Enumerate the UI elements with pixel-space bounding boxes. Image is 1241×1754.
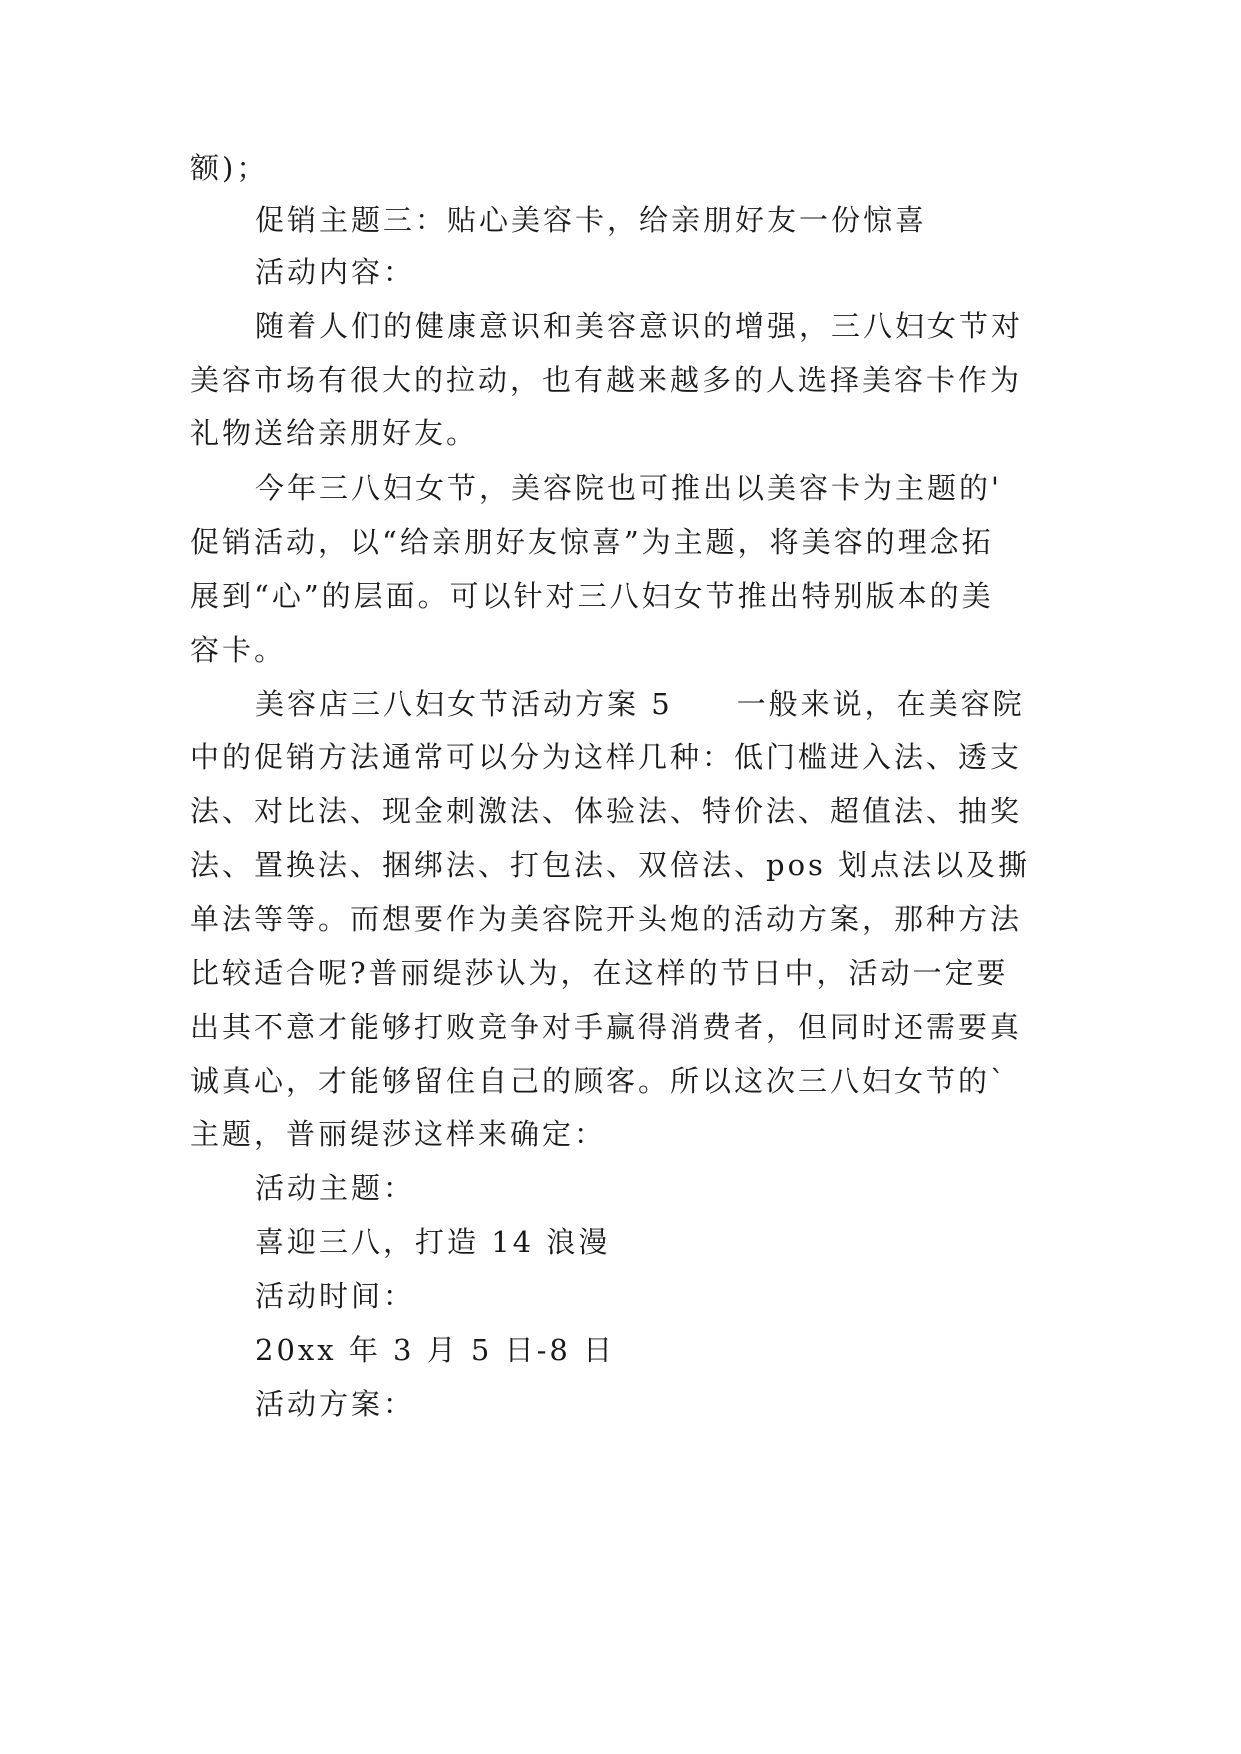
activity-time-label: 活动时间： (255, 1279, 416, 1313)
paragraph-line: 法、对比法、现金刺激法、体验法、特价法、超值法、抽奖 (190, 794, 1023, 828)
paragraph-line: 容卡。 (190, 633, 287, 667)
paragraph-line: 诚真心，才能够留住自己的顾客。所以这次三八妇女节的` (190, 1064, 1008, 1098)
paragraph-line: 比较适合呢?普丽缇莎认为，在这样的节日中，活动一定要 (190, 956, 1009, 990)
activity-theme-value: 喜迎三八，打造 14 浪漫 (255, 1225, 611, 1259)
paragraph-line: 主题，普丽缇莎这样来确定： (190, 1117, 607, 1151)
paragraph-line: 单法等等。而想要作为美容院开头炮的活动方案，那种方法 (190, 902, 1023, 936)
paragraph-line: 礼物送给亲朋好友。 (190, 416, 479, 450)
paragraph-line: 中的促销方法通常可以分为这样几种：低门槛进入法、透支 (190, 740, 1023, 774)
activity-theme-label: 活动主题： (255, 1171, 416, 1205)
activity-plan-label: 活动方案： (255, 1387, 416, 1421)
section-title-line: 美容店三八妇女节活动方案 5 一般来说，在美容院 (255, 687, 1025, 721)
paragraph-line: 今年三八妇女节，美容院也可推出以美容卡为主题的' (255, 471, 1002, 505)
paragraph-line: 美容市场有很大的拉动，也有越来越多的人选择美容卡作为 (190, 363, 1023, 397)
paragraph-line: 随着人们的健康意识和美容意识的增强，三八妇女节对 (255, 309, 1024, 343)
paragraph-line: 法、置换法、捆绑法、打包法、双倍法、pos 划点法以及撕 (190, 848, 1031, 882)
activity-content-label: 活动内容： (255, 255, 416, 289)
paragraph-line: 展到“心”的层面。可以针对三八妇女节推出特别版本的美 (190, 579, 994, 613)
promo-theme-heading: 促销主题三：贴心美容卡，给亲朋好友一份惊喜 (255, 203, 928, 237)
paragraph-line: 出其不意才能够打败竞争对手赢得消费者，但同时还需要真 (190, 1010, 1023, 1044)
text-line: 额)； (190, 151, 269, 185)
paragraph-line: 促销活动，以“给亲朋好友惊喜”为主题，将美容的理念拓 (190, 525, 994, 559)
activity-time-value: 20xx 年 3 月 5 日-8 日 (255, 1333, 616, 1367)
